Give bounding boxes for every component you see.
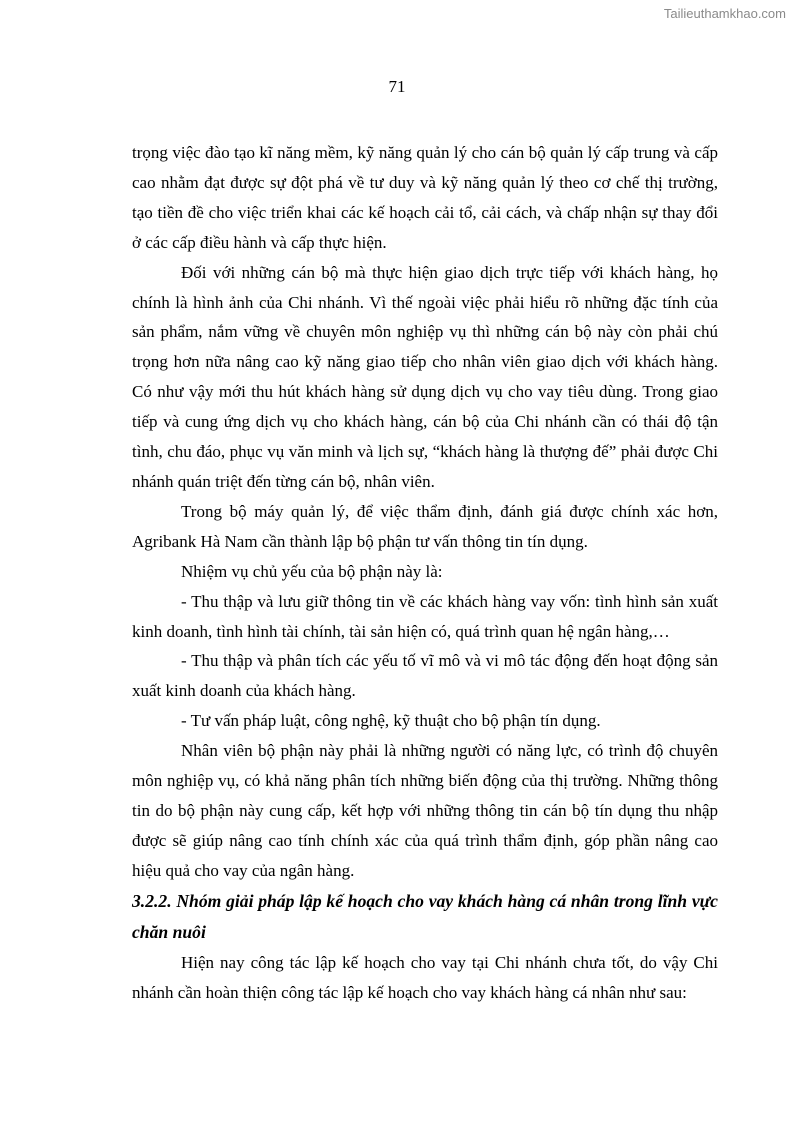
paragraph: Nhiệm vụ chủ yếu của bộ phận này là: bbox=[181, 561, 443, 581]
paragraph: Đối với những cán bộ mà thực hiện giao dịch trực tiếp với khách hàng, họ chính là hình ảnh của Chi nhánh. Vì thế ngoài việc phải hiểu rõ những đặc tính của sản phẩm, nắm vững về chuyên môn nghiệp vụ thì những cán bộ này còn phải chú trọng hơn nữa nâng cao kỹ năng giao tiếp cho nhân viên giao dịch với khách hàng. Có như vậy mới thu hút khách hàng sử dụng dịch vụ cho vay tiêu dùng. Trong giao tiếp và cung ứng dịch vụ cho khách hàng, cán bộ của Chi nhánh cần có thái độ tận tình, chu đáo, phục vụ văn minh và lịch sự, “khách hàng là thượng đế” phải được Chi nhánh quán triệt đến từng cán bộ, nhân viên. bbox=[132, 262, 718, 491]
list-item: - Thu thập và lưu giữ thông tin về các khách hàng vay vốn: tình hình sản xuất kinh doanh, tình hình tài chính, tài sản hiện có, quá trình quan hệ ngân hàng,… bbox=[132, 591, 718, 641]
list-item: - Tư vấn pháp luật, công nghệ, kỹ thuật cho bộ phận tín dụng. bbox=[181, 711, 601, 731]
paragraph: Hiện nay công tác lập kế hoạch cho vay tại Chi nhánh chưa tốt, do vậy Chi nhánh cần hoàn thiện công tác lập kế hoạch cho vay khách hàng cá nhân như sau: bbox=[132, 952, 718, 1002]
page-number: 71 bbox=[388, 77, 406, 96]
document-body bbox=[132, 138, 718, 1007]
section-heading: 3.2.2. Nhóm giải pháp lập kế hoạch cho vay khách hàng cá nhân trong lĩnh vực chăn nuôi bbox=[132, 890, 718, 942]
paragraph: trọng việc đào tạo kĩ năng mềm, kỹ năng quản lý cho cán bộ quản lý cấp trung và cấp cao nhằm đạt được sự đột phá về tư duy và kỹ năng quản lý theo cơ chế thị trường, tạo tiền đề cho việc triển khai các kế hoạch cải tổ, cải cách, và chấp nhận sự thay đổi ở các cấp điều hành và cấp thực hiện. bbox=[132, 143, 718, 252]
list-item: - Thu thập và phân tích các yếu tố vĩ mô và vi mô tác động đến hoạt động sản xuất kinh doanh của khách hàng. bbox=[132, 651, 718, 701]
paragraph: Nhân viên bộ phận này phải là những người có năng lực, có trình độ chuyên môn nghiệp vụ, có khả năng phân tích những biến động của thị trường. Những thông tin do bộ phận này cung cấp, kết hợp với những thông tin cán bộ tín dụng thu nhập được sẽ giúp nâng cao tính chính xác của quá trình thẩm định, góp phần nâng cao hiệu quả cho vay của ngân hàng. bbox=[132, 741, 718, 880]
watermark: Tailieuthamkhao.com bbox=[663, 6, 786, 21]
paragraph: Trong bộ máy quản lý, để việc thẩm định, đánh giá được chính xác hơn, Agribank Hà Nam cần thành lập bộ phận tư vấn thông tin tín dụng. bbox=[132, 501, 718, 551]
